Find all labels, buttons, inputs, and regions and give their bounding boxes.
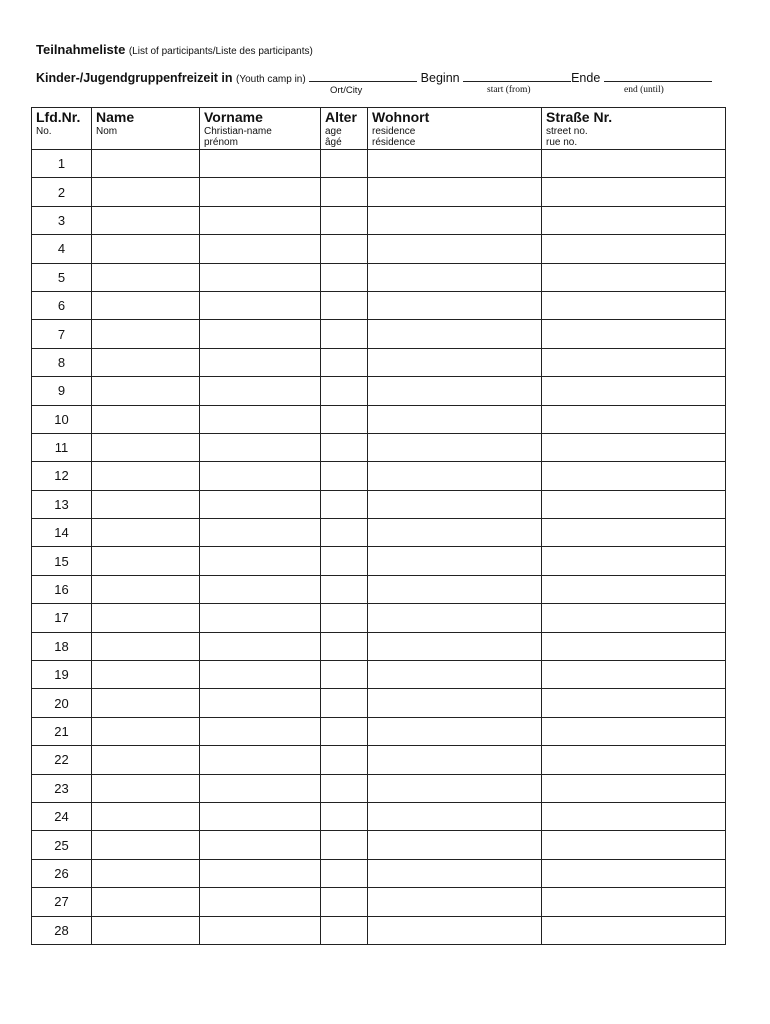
residence-cell[interactable]	[368, 291, 542, 319]
residence-cell[interactable]	[368, 320, 542, 348]
age-cell[interactable]	[321, 916, 368, 944]
residence-cell[interactable]	[368, 519, 542, 547]
age-cell[interactable]	[321, 774, 368, 802]
residence-cell[interactable]	[368, 888, 542, 916]
start-date-field[interactable]	[463, 70, 571, 82]
residence-cell[interactable]	[368, 604, 542, 632]
age-cell[interactable]	[321, 235, 368, 263]
first-name-cell[interactable]	[200, 831, 321, 859]
start-caption: start (from)	[487, 85, 531, 95]
street-cell[interactable]	[542, 888, 726, 916]
residence-cell[interactable]	[368, 831, 542, 859]
row-number: 7	[32, 320, 92, 348]
name-cell[interactable]	[92, 831, 200, 859]
age-cell[interactable]	[321, 206, 368, 234]
row-number: 24	[32, 802, 92, 830]
row-number: 16	[32, 575, 92, 603]
first-name-cell[interactable]	[200, 802, 321, 830]
age-cell[interactable]	[321, 604, 368, 632]
name-cell[interactable]	[92, 746, 200, 774]
row-number: 2	[32, 178, 92, 206]
first-name-cell[interactable]	[200, 150, 321, 178]
row-number: 20	[32, 689, 92, 717]
name-cell[interactable]	[92, 263, 200, 291]
table-row	[32, 604, 726, 632]
residence-cell[interactable]	[368, 433, 542, 461]
city-caption: Ort/City	[330, 85, 363, 96]
row-number: 6	[32, 291, 92, 319]
name-cell[interactable]	[92, 661, 200, 689]
table-row	[32, 774, 726, 802]
age-cell[interactable]	[321, 661, 368, 689]
street-cell[interactable]	[542, 235, 726, 263]
row-number: 3	[32, 206, 92, 234]
city-field[interactable]	[309, 70, 417, 82]
residence-cell[interactable]	[368, 575, 542, 603]
name-cell[interactable]	[92, 348, 200, 376]
table-row	[32, 519, 726, 547]
age-cell[interactable]	[321, 746, 368, 774]
age-cell[interactable]	[321, 717, 368, 745]
table-row	[32, 462, 726, 490]
residence-cell[interactable]	[368, 632, 542, 660]
name-cell[interactable]	[92, 235, 200, 263]
first-name-cell[interactable]	[200, 377, 321, 405]
first-name-cell[interactable]	[200, 235, 321, 263]
title-text: Teilnahmeliste	[36, 42, 126, 57]
age-cell[interactable]	[321, 377, 368, 405]
age-cell[interactable]	[321, 320, 368, 348]
street-cell[interactable]	[542, 405, 726, 433]
street-cell[interactable]	[542, 320, 726, 348]
residence-cell[interactable]	[368, 689, 542, 717]
col-header-name: Name Nom	[92, 108, 200, 150]
first-name-cell[interactable]	[200, 519, 321, 547]
first-name-cell[interactable]	[200, 320, 321, 348]
table-row	[32, 802, 726, 830]
col-header-street: Straße Nr. street no. rue no.	[542, 108, 726, 150]
name-cell[interactable]	[92, 802, 200, 830]
age-cell[interactable]	[321, 575, 368, 603]
row-number: 18	[32, 632, 92, 660]
first-name-cell[interactable]	[200, 405, 321, 433]
residence-cell[interactable]	[368, 802, 542, 830]
table-row	[32, 888, 726, 916]
residence-cell[interactable]	[368, 235, 542, 263]
street-cell[interactable]	[542, 689, 726, 717]
row-number: 26	[32, 859, 92, 887]
street-cell[interactable]	[542, 575, 726, 603]
end-label: Ende	[571, 71, 601, 85]
residence-cell[interactable]	[368, 859, 542, 887]
residence-cell[interactable]	[368, 377, 542, 405]
table-row	[32, 689, 726, 717]
street-cell[interactable]	[542, 916, 726, 944]
end-caption: end (until)	[624, 85, 664, 95]
name-cell[interactable]	[92, 490, 200, 518]
participants-table	[31, 107, 726, 945]
title-note: (List of participants/Liste des participants)	[128, 46, 313, 57]
row-number: 11	[32, 433, 92, 461]
row-number: 10	[32, 405, 92, 433]
age-cell[interactable]	[321, 462, 368, 490]
street-cell[interactable]	[542, 519, 726, 547]
camp-note: (Youth camp in)	[236, 74, 306, 85]
table-row	[32, 661, 726, 689]
street-cell[interactable]	[542, 802, 726, 830]
table-row	[32, 632, 726, 660]
name-cell[interactable]	[92, 547, 200, 575]
row-number: 4	[32, 235, 92, 263]
residence-cell[interactable]	[368, 348, 542, 376]
street-cell[interactable]	[542, 178, 726, 206]
street-cell[interactable]	[542, 462, 726, 490]
end-date-field[interactable]	[604, 70, 712, 82]
age-cell[interactable]	[321, 263, 368, 291]
name-cell[interactable]	[92, 291, 200, 319]
col-header-first-name: Vorname Christian-name prénom	[200, 108, 321, 150]
street-cell[interactable]	[542, 433, 726, 461]
row-number: 5	[32, 263, 92, 291]
residence-cell[interactable]	[368, 916, 542, 944]
residence-cell[interactable]	[368, 206, 542, 234]
first-name-cell[interactable]	[200, 661, 321, 689]
street-cell[interactable]	[542, 206, 726, 234]
first-name-cell[interactable]	[200, 859, 321, 887]
residence-cell[interactable]	[368, 263, 542, 291]
first-name-cell[interactable]	[200, 575, 321, 603]
first-name-cell[interactable]	[200, 178, 321, 206]
name-cell[interactable]	[92, 433, 200, 461]
residence-cell[interactable]	[368, 661, 542, 689]
age-cell[interactable]	[321, 490, 368, 518]
first-name-cell[interactable]	[200, 490, 321, 518]
name-cell[interactable]	[92, 888, 200, 916]
age-cell[interactable]	[321, 405, 368, 433]
name-cell[interactable]	[92, 689, 200, 717]
row-number: 13	[32, 490, 92, 518]
table-row	[32, 320, 726, 348]
street-cell[interactable]	[542, 859, 726, 887]
residence-cell[interactable]	[368, 150, 542, 178]
table-row	[32, 547, 726, 575]
row-number: 25	[32, 831, 92, 859]
street-cell[interactable]	[542, 263, 726, 291]
street-cell[interactable]	[542, 774, 726, 802]
form-title	[36, 42, 313, 57]
table-row	[32, 348, 726, 376]
table-row	[32, 717, 726, 745]
age-cell[interactable]	[321, 632, 368, 660]
first-name-cell[interactable]	[200, 632, 321, 660]
table-row	[32, 235, 726, 263]
first-name-cell[interactable]	[200, 888, 321, 916]
table-row	[32, 916, 726, 944]
residence-cell[interactable]	[368, 178, 542, 206]
age-cell[interactable]	[321, 547, 368, 575]
first-name-cell[interactable]	[200, 916, 321, 944]
name-cell[interactable]	[92, 377, 200, 405]
name-cell[interactable]	[92, 405, 200, 433]
first-name-cell[interactable]	[200, 263, 321, 291]
col-header-age: Alter age âgé	[321, 108, 368, 150]
row-number: 12	[32, 462, 92, 490]
first-name-cell[interactable]	[200, 433, 321, 461]
table-row	[32, 831, 726, 859]
street-cell[interactable]	[542, 291, 726, 319]
age-cell[interactable]	[321, 519, 368, 547]
street-cell[interactable]	[542, 746, 726, 774]
name-cell[interactable]	[92, 916, 200, 944]
age-cell[interactable]	[321, 348, 368, 376]
street-cell[interactable]	[542, 547, 726, 575]
street-cell[interactable]	[542, 831, 726, 859]
first-name-cell[interactable]	[200, 291, 321, 319]
table-row	[32, 433, 726, 461]
row-number: 14	[32, 519, 92, 547]
residence-cell[interactable]	[368, 462, 542, 490]
age-cell[interactable]	[321, 888, 368, 916]
age-cell[interactable]	[321, 291, 368, 319]
table-row	[32, 291, 726, 319]
col-header-number: Lfd.Nr. No.	[32, 108, 92, 150]
table-row	[32, 859, 726, 887]
name-cell[interactable]	[92, 717, 200, 745]
first-name-cell[interactable]	[200, 547, 321, 575]
name-cell[interactable]	[92, 519, 200, 547]
name-cell[interactable]	[92, 604, 200, 632]
row-number: 9	[32, 377, 92, 405]
age-cell[interactable]	[321, 150, 368, 178]
first-name-cell[interactable]	[200, 774, 321, 802]
name-cell[interactable]	[92, 320, 200, 348]
name-cell[interactable]	[92, 206, 200, 234]
residence-cell[interactable]	[368, 717, 542, 745]
residence-cell[interactable]	[368, 405, 542, 433]
name-cell[interactable]	[92, 575, 200, 603]
first-name-cell[interactable]	[200, 206, 321, 234]
name-cell[interactable]	[92, 178, 200, 206]
first-name-cell[interactable]	[200, 462, 321, 490]
street-cell[interactable]	[542, 490, 726, 518]
camp-label: Kinder-/Jugendgruppenfreizeit in	[36, 71, 233, 85]
street-cell[interactable]	[542, 150, 726, 178]
first-name-cell[interactable]	[200, 348, 321, 376]
name-cell[interactable]	[92, 462, 200, 490]
table-row	[32, 206, 726, 234]
col-header-residence: Wohnort residence résidence	[368, 108, 542, 150]
row-number: 19	[32, 661, 92, 689]
residence-cell[interactable]	[368, 547, 542, 575]
name-cell[interactable]	[92, 632, 200, 660]
table-row	[32, 746, 726, 774]
table-header-row	[32, 108, 726, 150]
first-name-cell[interactable]	[200, 717, 321, 745]
camp-line	[36, 70, 736, 85]
street-cell[interactable]	[542, 661, 726, 689]
age-cell[interactable]	[321, 433, 368, 461]
residence-cell[interactable]	[368, 774, 542, 802]
row-number: 21	[32, 717, 92, 745]
street-cell[interactable]	[542, 377, 726, 405]
residence-cell[interactable]	[368, 490, 542, 518]
row-number: 28	[32, 916, 92, 944]
row-number: 15	[32, 547, 92, 575]
row-number: 8	[32, 348, 92, 376]
age-cell[interactable]	[321, 689, 368, 717]
name-cell[interactable]	[92, 150, 200, 178]
table-row	[32, 377, 726, 405]
table-row	[32, 178, 726, 206]
street-cell[interactable]	[542, 348, 726, 376]
table-row	[32, 150, 726, 178]
street-cell[interactable]	[542, 604, 726, 632]
table-row	[32, 263, 726, 291]
row-number: 27	[32, 888, 92, 916]
age-cell[interactable]	[321, 178, 368, 206]
table-row	[32, 405, 726, 433]
age-cell[interactable]	[321, 831, 368, 859]
first-name-cell[interactable]	[200, 746, 321, 774]
name-cell[interactable]	[92, 859, 200, 887]
residence-cell[interactable]	[368, 746, 542, 774]
row-number: 17	[32, 604, 92, 632]
age-cell[interactable]	[321, 859, 368, 887]
first-name-cell[interactable]	[200, 604, 321, 632]
age-cell[interactable]	[321, 802, 368, 830]
name-cell[interactable]	[92, 774, 200, 802]
row-number: 22	[32, 746, 92, 774]
street-cell[interactable]	[542, 717, 726, 745]
table-row	[32, 490, 726, 518]
street-cell[interactable]	[542, 632, 726, 660]
start-label: Beginn	[420, 71, 460, 85]
row-number: 23	[32, 774, 92, 802]
first-name-cell[interactable]	[200, 689, 321, 717]
table-row	[32, 575, 726, 603]
row-number: 1	[32, 150, 92, 178]
